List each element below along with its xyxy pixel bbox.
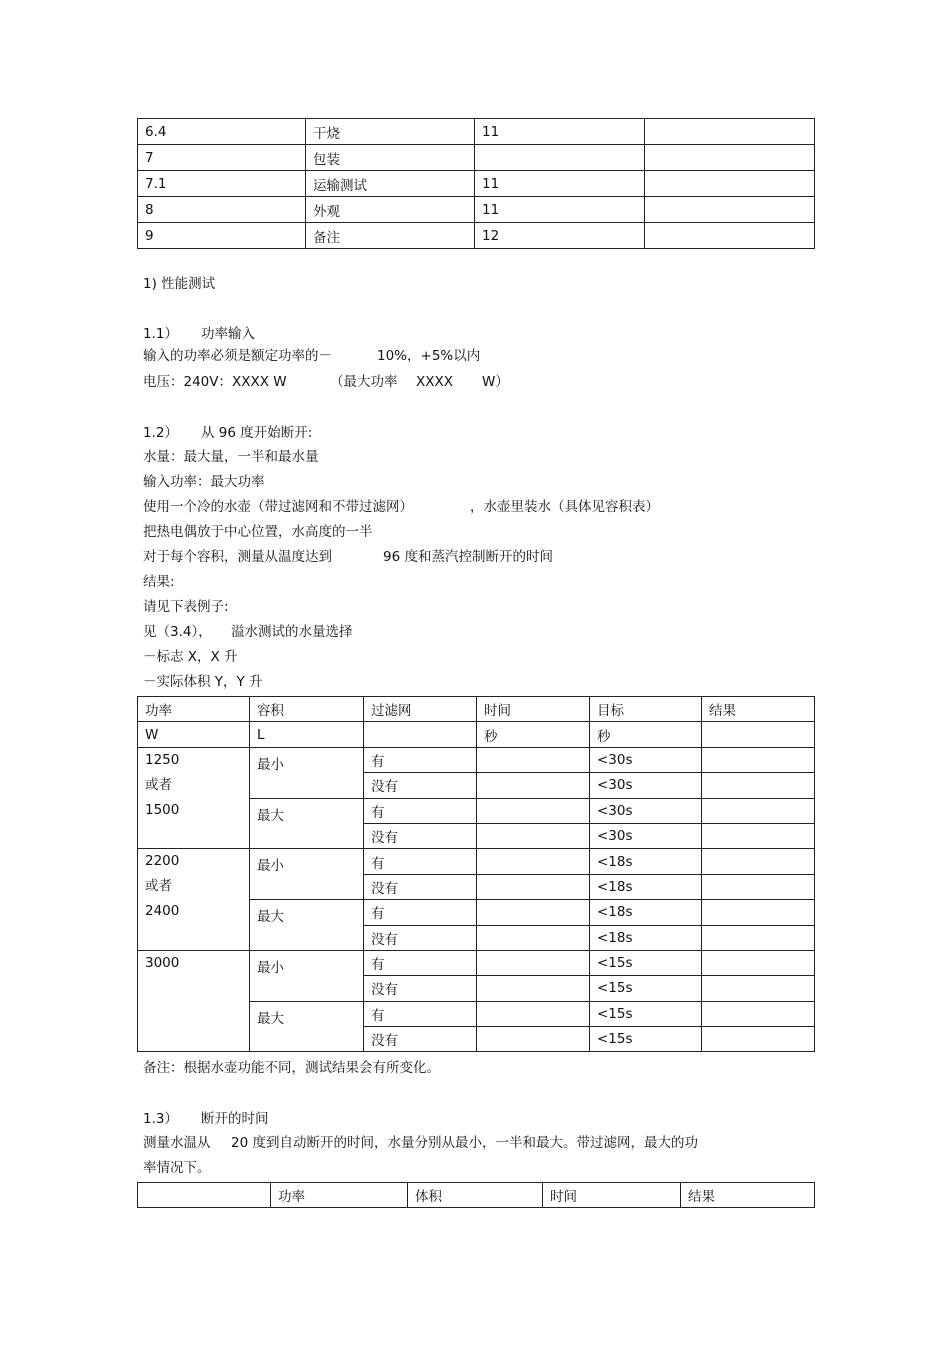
cutoff-table	[137, 1182, 815, 1208]
result-cell	[702, 976, 815, 1001]
column-header: 目标	[590, 697, 702, 722]
example-line: 请见下表例子:	[143, 599, 229, 615]
filter-cell: 没有	[364, 925, 477, 950]
power-value: 1250	[145, 751, 180, 768]
table-note: 备注：根据水壶功能不同，测试结果会有所变化。	[143, 1060, 440, 1076]
unit-cell	[364, 722, 477, 747]
table-row	[138, 145, 815, 171]
target-cell: <30s	[590, 773, 702, 798]
column-header: 时间	[543, 1183, 681, 1208]
kettle-line-cont: ，水壶里装水（具体见容积表）	[470, 499, 659, 515]
volume-cell: 最大	[250, 1001, 364, 1052]
filter-cell: 有	[364, 1001, 477, 1026]
filter-cell: 有	[364, 798, 477, 823]
table-row	[138, 197, 815, 223]
unit-cell	[702, 722, 815, 747]
result-cell	[702, 1027, 815, 1052]
power-value: 2400	[145, 903, 180, 920]
measure-line-cont: 96 度和蒸汽控制断开的时间	[383, 549, 553, 565]
boil-time-table	[137, 696, 815, 1052]
table-cell	[645, 171, 815, 197]
section-1-2-number: 1.2）	[143, 425, 178, 441]
result-cell	[702, 798, 815, 823]
table-cell: 11	[475, 197, 645, 223]
column-header: 体积	[408, 1183, 543, 1208]
volume-cell: 最大	[250, 900, 364, 951]
table-cell: 11	[475, 171, 645, 197]
filter-cell: 有	[364, 900, 477, 925]
power-value: 3000	[145, 954, 180, 971]
filter-cell: 没有	[364, 823, 477, 848]
table-cell: 备注	[306, 223, 475, 249]
table-row	[138, 171, 815, 197]
column-header: 结果	[681, 1183, 815, 1208]
section-1-1-number: 1.1）	[143, 326, 178, 342]
table-cell: 7.1	[138, 171, 306, 197]
max-power-unit: W）	[482, 374, 509, 390]
table-row	[138, 950, 815, 975]
table-header-row	[138, 697, 815, 722]
target-cell: <15s	[590, 1001, 702, 1026]
table-cell: 8	[138, 197, 306, 223]
target-cell: <18s	[590, 874, 702, 899]
unit-cell: L	[250, 722, 364, 747]
table-cell: 9	[138, 223, 306, 249]
power-tolerance-text: 输入的功率必须是额定功率的－	[143, 348, 332, 364]
time-cell	[477, 1027, 590, 1052]
time-cell	[477, 874, 590, 899]
time-cell	[477, 925, 590, 950]
volume-cell: 最大	[250, 798, 364, 849]
mark-line: －标志 X，X 升	[143, 649, 238, 665]
power-value: 1500	[145, 801, 180, 818]
thermocouple-line: 把热电偶放于中心位置，水高度的一半	[143, 524, 373, 540]
column-header: 容积	[250, 697, 364, 722]
table-cell: 外观	[306, 197, 475, 223]
actual-volume-line: －实际体积 Y，Y 升	[143, 674, 263, 690]
result-cell	[702, 1001, 815, 1026]
column-header: 过滤网	[364, 697, 477, 722]
column-header: 功率	[138, 697, 250, 722]
column-header: 结果	[702, 697, 815, 722]
result-cell	[702, 747, 815, 772]
power-tolerance-value: 10%，+5%以内	[377, 348, 481, 364]
max-power-label: （最大功率	[330, 374, 398, 390]
table-row	[138, 849, 815, 874]
or-text: 或者	[145, 776, 172, 793]
filter-cell: 没有	[364, 773, 477, 798]
unit-cell: W	[138, 722, 250, 747]
column-header: 功率	[271, 1183, 408, 1208]
section-1-1-title: 功率输入	[201, 326, 255, 342]
time-cell	[477, 849, 590, 874]
table-cell	[645, 197, 815, 223]
time-cell	[477, 798, 590, 823]
table-row	[138, 223, 815, 249]
table-row	[138, 747, 815, 772]
column-header: 时间	[477, 697, 590, 722]
table-cell: 包装	[306, 145, 475, 171]
column-header	[138, 1183, 271, 1208]
table-cell: 7	[138, 145, 306, 171]
filter-cell: 有	[364, 950, 477, 975]
time-cell	[477, 900, 590, 925]
table-cell	[645, 223, 815, 249]
filter-cell: 有	[364, 747, 477, 772]
power-cell	[138, 950, 250, 1052]
target-cell: <30s	[590, 747, 702, 772]
see-line: 见（3.4），	[143, 624, 212, 640]
result-cell	[702, 773, 815, 798]
time-cell	[477, 950, 590, 975]
water-amount-line: 水量：最大量，一半和最水量	[143, 449, 319, 465]
cutoff-text: 测量水温从	[143, 1135, 211, 1151]
table-cell	[645, 119, 815, 145]
target-cell: <30s	[590, 798, 702, 823]
table-cell	[645, 145, 815, 171]
time-cell	[477, 976, 590, 1001]
time-cell	[477, 823, 590, 848]
volume-cell: 最小	[250, 950, 364, 1001]
result-cell	[702, 925, 815, 950]
result-cell	[702, 950, 815, 975]
result-cell	[702, 900, 815, 925]
unit-cell: 秒	[590, 722, 702, 747]
result-cell	[702, 849, 815, 874]
time-cell	[477, 747, 590, 772]
time-cell	[477, 773, 590, 798]
section-1-heading: 1) 性能测试	[143, 276, 216, 292]
target-cell: <15s	[590, 1027, 702, 1052]
table-cell: 6.4	[138, 119, 306, 145]
table-row	[138, 119, 815, 145]
target-cell: <15s	[590, 976, 702, 1001]
time-cell	[477, 1001, 590, 1026]
max-power-value: XXXX	[416, 374, 453, 390]
filter-cell: 有	[364, 849, 477, 874]
volume-cell: 最小	[250, 747, 364, 798]
kettle-line: 使用一个冷的水壶（带过滤网和不带过滤网）	[143, 499, 413, 515]
target-cell: <18s	[590, 900, 702, 925]
volume-cell: 最小	[250, 849, 364, 900]
table-cell: 12	[475, 223, 645, 249]
filter-cell: 没有	[364, 1027, 477, 1052]
target-cell: <30s	[590, 823, 702, 848]
result-cell	[702, 823, 815, 848]
table-header-row	[138, 1183, 815, 1208]
section-1-2-title: 从 96 度开始断开:	[201, 425, 313, 441]
measure-line: 对于每个容积，测量从温度达到	[143, 549, 332, 565]
filter-cell: 没有	[364, 874, 477, 899]
result-line: 结果:	[143, 574, 175, 590]
filter-cell: 没有	[364, 976, 477, 1001]
unit-cell: 秒	[477, 722, 590, 747]
section-1-3-title: 断开的时间	[201, 1111, 269, 1127]
see-line-cont: 溢水测试的水量选择	[231, 624, 353, 640]
target-cell: <15s	[590, 950, 702, 975]
input-power-line: 输入功率：最大功率	[143, 474, 265, 490]
voltage-text: 电压：240V：XXXX W	[143, 374, 287, 390]
section-1-3-number: 1.3）	[143, 1111, 178, 1127]
result-cell	[702, 874, 815, 899]
or-text: 或者	[145, 878, 172, 895]
table-cell: 干烧	[306, 119, 475, 145]
target-cell: <18s	[590, 925, 702, 950]
target-cell: <18s	[590, 849, 702, 874]
toc-table	[137, 118, 815, 249]
cutoff-text-cont: 20 度到自动断开的时间，水量分别从最小，一半和最大。带过滤网，最大的功	[231, 1135, 698, 1151]
table-cell	[475, 145, 645, 171]
power-value: 2200	[145, 853, 180, 870]
cutoff-text-line2: 率情况下。	[143, 1160, 211, 1176]
units-row	[138, 722, 815, 747]
power-cell	[138, 747, 250, 849]
table-cell: 运输测试	[306, 171, 475, 197]
power-cell	[138, 849, 250, 951]
table-cell: 11	[475, 119, 645, 145]
